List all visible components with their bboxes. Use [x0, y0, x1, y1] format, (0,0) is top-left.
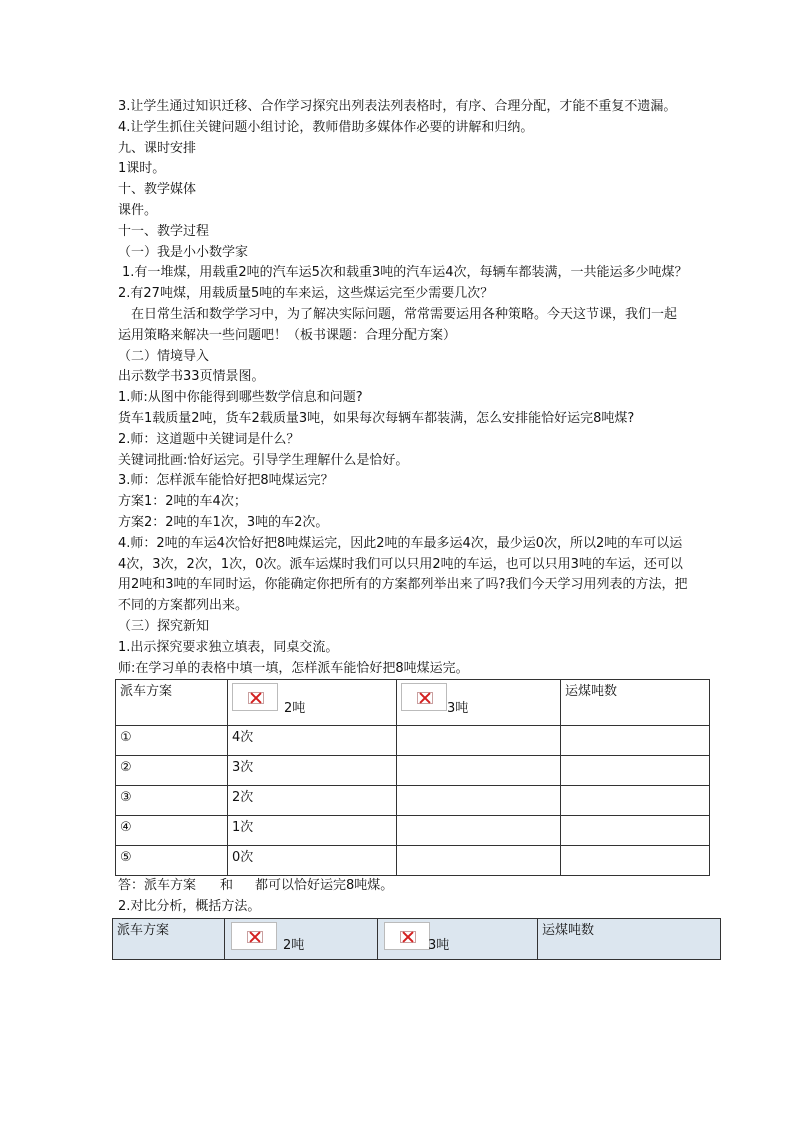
- broken-image-icon: [232, 683, 278, 711]
- paragraph: 货车1载质量2吨，货车2载质量3吨，如果每次每辆车都装满，怎么安排能恰好运完8吨煤?: [118, 410, 635, 426]
- table-cell: ④: [116, 816, 228, 846]
- paragraph: 1.出示探究要求独立填表，同桌交流。: [118, 639, 339, 655]
- table-cell: ③: [116, 786, 228, 816]
- table-header-cell: 运煤吨数: [538, 918, 721, 959]
- table-cell: [397, 846, 561, 876]
- paragraph: 1.师:从图中你能得到哪些数学信息和问题?: [118, 390, 363, 406]
- table-header-cell: 3吨: [397, 680, 561, 726]
- broken-image-icon: [384, 922, 430, 950]
- table-header-cell: 派车方案: [113, 918, 225, 959]
- paragraph: 方案2：2吨的车1次，3吨的车2次。: [118, 514, 329, 530]
- answer-line: 答：派车方案 和 都可以恰好运完8吨煤。: [118, 878, 394, 894]
- paragraph: 3.师：怎样派车能恰好把8吨煤运完？: [118, 473, 334, 489]
- subsection-heading: （二）情境导入: [118, 348, 210, 364]
- table-cell: [397, 786, 561, 816]
- paragraph: 1课时。: [118, 161, 166, 177]
- document-body: [118, 97, 688, 960]
- table-header-cell: 2吨: [225, 918, 378, 959]
- table-cell: ①: [116, 726, 228, 756]
- paragraph: 在日常生活和数学学习中，为了解决实际问题，常常需要运用各种策略。今天这节课，我们一起运用策略来解决一些问题吧！（板书课题：合理分配方案）: [118, 306, 678, 343]
- paragraph: 1.有一堆煤，用载重2吨的汽车运5次和载重3吨的汽车运4次，每辆车都装满，一共能运多少吨煤？: [122, 265, 688, 281]
- table-cell: 0次: [228, 846, 397, 876]
- table-row: [116, 846, 710, 876]
- comparison-table: [112, 918, 721, 960]
- table-cell: 2次: [228, 786, 397, 816]
- subsection-heading: （一）我是小小数学家: [118, 244, 249, 260]
- section-heading: 九、课时安排: [118, 140, 197, 156]
- table-cell: [561, 816, 710, 846]
- paragraph: 2.师：这道题中关键词是什么？: [118, 431, 300, 447]
- paragraph: 出示数学书33页情景图。: [118, 369, 265, 385]
- paragraph: 2.对比分析，概括方法。: [118, 899, 261, 915]
- table-header-cell: 运煤吨数: [561, 680, 710, 726]
- table-cell: [561, 846, 710, 876]
- table-cell: [397, 756, 561, 786]
- table-header-row: [113, 918, 721, 959]
- table-header-cell: 2吨: [228, 680, 397, 726]
- paragraph: 2.有27吨煤，用载质量5吨的车来运，这些煤运完至少需要几次？: [118, 286, 494, 302]
- broken-image-icon: [401, 683, 447, 711]
- table-cell: [397, 816, 561, 846]
- table-cell: ⑤: [116, 846, 228, 876]
- table-header-cell: 3吨: [378, 918, 538, 959]
- paragraph: 4.师：2吨的车运4次恰好把8吨煤运完，因此2吨的车最多运4次，最少运0次，所以2吨的车可以运4次，3次，2次，1次，0次。派车运煤时我们可以只用2吨的车运，也可以只用3吨的车运，还可以用2吨和3吨的车同时运，你能确定你把所有的方案都列举出来了吗?我们今天学习用列表的方法，把不同的方案都列出来。: [118, 535, 688, 614]
- table-cell: [561, 786, 710, 816]
- table-header-row: [116, 680, 710, 726]
- paragraph: 方案1：2吨的车4次；: [118, 494, 247, 510]
- table-cell: 3次: [228, 756, 397, 786]
- paragraph: 4.让学生抓住关键问题小组讨论，教师借助多媒体作必要的讲解和归纳。: [118, 119, 534, 135]
- broken-image-icon: [231, 922, 277, 950]
- table-cell: [397, 726, 561, 756]
- dispatch-table: [115, 679, 710, 876]
- paragraph: 关键词批画:恰好运完。引导学生理解什么是恰好。: [118, 452, 409, 468]
- paragraph: 师:在学习单的表格中填一填，怎样派车能恰好把8吨煤运完。: [118, 660, 469, 676]
- table-cell: 1次: [228, 816, 397, 846]
- table-row: [116, 726, 710, 756]
- table-row: [116, 756, 710, 786]
- table-cell: [561, 726, 710, 756]
- table-cell: ②: [116, 756, 228, 786]
- table-row: [116, 816, 710, 846]
- paragraph: 3.让学生通过知识迁移、合作学习探究出列表法列表格时，有序、合理分配，才能不重复不遗漏。: [118, 99, 677, 114]
- table-cell: 4次: [228, 726, 397, 756]
- subsection-heading: （三）探究新知: [118, 618, 210, 634]
- section-heading: 十一、教学过程: [118, 223, 210, 239]
- table-cell: [561, 756, 710, 786]
- table-row: [116, 786, 710, 816]
- paragraph: 课件。: [118, 202, 158, 218]
- section-heading: 十、教学媒体: [118, 182, 197, 198]
- table-header-cell: 派车方案: [116, 680, 228, 726]
